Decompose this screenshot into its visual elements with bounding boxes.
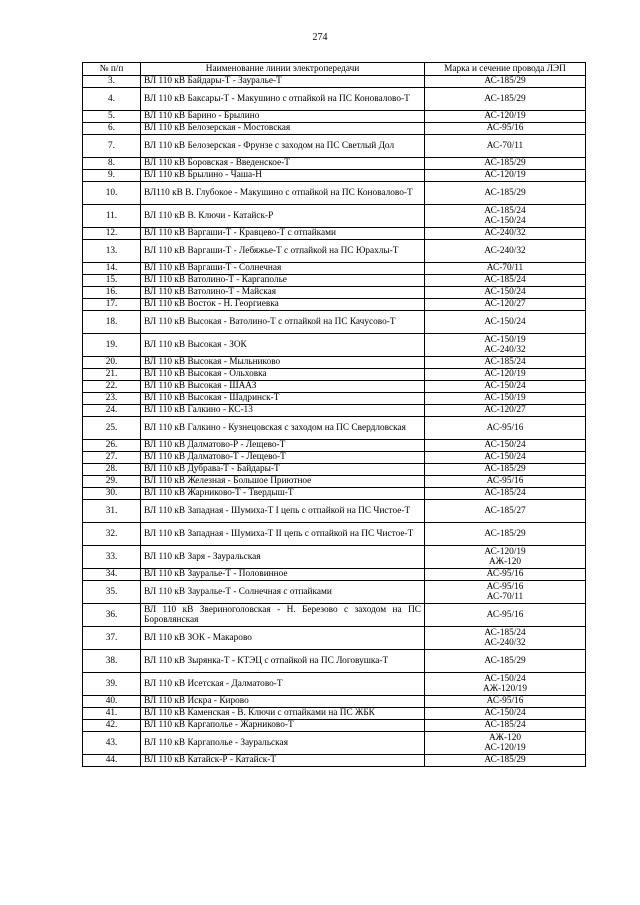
row-number: 10. — [83, 182, 141, 205]
table-row — [83, 381, 586, 393]
wire-grade-cell — [425, 369, 586, 381]
wire-grade-cell — [425, 381, 586, 393]
line-name: ВЛ 110 кВ Брылино - Чаша-Н — [141, 170, 425, 182]
wire-grade: АС-185/29 — [484, 528, 526, 539]
row-number: 30. — [83, 488, 141, 500]
wire-grade: АС-120/19 — [484, 170, 526, 181]
table-header-row — [83, 63, 586, 76]
row-number: 33. — [83, 546, 141, 569]
wire-grade: АС-185/29 — [484, 464, 526, 475]
wire-grade: АС-185/29 — [484, 76, 526, 87]
line-name: ВЛ 110 кВ Железная - Большое Приютное — [141, 476, 425, 488]
row-number: 42. — [83, 720, 141, 732]
table-row — [83, 452, 586, 464]
line-name: ВЛ 110 кВ Высокая - Шадринск-Т — [141, 393, 425, 405]
row-number: 3. — [83, 76, 141, 88]
wire-grade: АС-240/32 — [484, 638, 526, 648]
line-name: ВЛ 110 кВ Заря - Зауральская — [141, 546, 425, 569]
line-name: ВЛ 110 кВ Зырянка-Т - КТЭЦ с отпайкой на ПС Логовушка-Т — [141, 650, 425, 673]
wire-grade: АС-185/24 — [484, 205, 526, 216]
wire-grade-cell — [425, 755, 586, 767]
line-name: ВЛ 110 кВ Белозерская - Фрунзе с заходом на ПС Светлый Дол — [141, 135, 425, 158]
line-name: ВЛ 110 кВ Высокая - ШААЗ — [141, 381, 425, 393]
row-number: 14. — [83, 263, 141, 275]
table-row — [83, 523, 586, 546]
wire-grade: АС-240/32 — [484, 245, 526, 256]
table-row — [83, 755, 586, 767]
row-number: 6. — [83, 123, 141, 135]
table-row — [83, 417, 586, 440]
wire-grade: АС-95/16 — [486, 123, 524, 134]
wire-grade: АС-185/29 — [484, 755, 526, 766]
row-number: 7. — [83, 135, 141, 158]
wire-grade: АС-185/29 — [484, 93, 526, 104]
row-number: 31. — [83, 500, 141, 523]
wire-grade: АЖ-120/19 — [483, 684, 527, 694]
wire-grade-cell — [425, 500, 586, 523]
table-row — [83, 569, 586, 581]
wire-grade: АС-185/29 — [484, 655, 526, 666]
wire-grade-cell — [425, 263, 586, 275]
row-number: 41. — [83, 708, 141, 720]
wire-grade-cell — [425, 287, 586, 299]
table-row — [83, 263, 586, 275]
table-row — [83, 205, 586, 228]
wire-grade: АС-240/32 — [484, 228, 526, 239]
row-number: 19. — [83, 334, 141, 357]
wire-grade-cell — [425, 696, 586, 708]
row-number: 16. — [83, 287, 141, 299]
wire-grade: АС-185/27 — [484, 505, 526, 516]
wire-grade-cell — [425, 299, 586, 311]
table-row — [83, 135, 586, 158]
line-name: ВЛ 110 кВ Высокая - ЗОК — [141, 334, 425, 357]
wire-grade-cell — [425, 275, 586, 287]
line-name: ВЛ 110 кВ Жарниково-Т - Твердыш-Т — [141, 488, 425, 500]
row-number: 25. — [83, 417, 141, 440]
line-name: ВЛ 110 кВ Исетская - Далматово-Т — [141, 673, 425, 696]
table-row — [83, 627, 586, 650]
wire-grade: АС-70/11 — [486, 592, 524, 602]
wire-grade-cell — [425, 123, 586, 135]
page-number: 274 — [312, 32, 328, 43]
wire-grade: АС-120/19 — [484, 369, 526, 380]
wire-grade-cell — [425, 182, 586, 205]
line-name: ВЛ 110 кВ Варгаши-Т - Лебяжье-Т с отпайкой на ПС Юрахлы-Т — [141, 240, 425, 263]
wire-grade: АС-150/19 — [484, 334, 526, 345]
table-row — [83, 488, 586, 500]
row-number: 29. — [83, 476, 141, 488]
line-name: ВЛ 110 кВ В. Ключи - Катайск-Р — [141, 205, 425, 228]
line-name: ВЛ 110 кВ Боровская - Введенское-Т — [141, 158, 425, 170]
wire-grade-cell — [425, 604, 586, 627]
line-name: ВЛ 110 кВ Байдары-Т - Зауралье-Т — [141, 76, 425, 88]
row-number: 44. — [83, 755, 141, 767]
wire-grade-cell — [425, 393, 586, 405]
row-number: 13. — [83, 240, 141, 263]
wire-grade: АС-150/24 — [484, 316, 526, 327]
wire-grade-cell — [425, 76, 586, 88]
wire-grade-cell — [425, 581, 586, 604]
row-number: 37. — [83, 627, 141, 650]
table-row — [83, 240, 586, 263]
table-row — [83, 604, 586, 627]
table-row — [83, 357, 586, 369]
header-line-name: Наименование линии электропередачи — [141, 63, 425, 76]
row-number: 4. — [83, 88, 141, 111]
wire-grade: АС-150/24 — [484, 216, 526, 226]
wire-grade-cell — [425, 569, 586, 581]
table-row — [83, 650, 586, 673]
table-row — [83, 720, 586, 732]
table-row — [83, 275, 586, 287]
wire-grade-cell — [425, 158, 586, 170]
wire-grade-cell — [425, 205, 586, 228]
table-row — [83, 581, 586, 604]
row-number: 17. — [83, 299, 141, 311]
table-row — [83, 334, 586, 357]
line-name: ВЛ 110 кВ Галкино - КС-13 — [141, 405, 425, 417]
row-number: 5. — [83, 111, 141, 123]
table-row — [83, 500, 586, 523]
wire-grade: АС-150/19 — [484, 393, 526, 404]
line-name: ВЛ 110 кВ Западная - Шумиха-Т II цепь с отпайкой на ПС Чистое-Т — [141, 523, 425, 546]
wire-grade: АС-95/16 — [486, 569, 524, 580]
wire-grade-cell — [425, 523, 586, 546]
line-name: ВЛ 110 кВ Баксары-Т - Макушино с отпайкой на ПС Коновалово-Т — [141, 88, 425, 111]
line-name: ВЛ 110 кВ Западная - Шумиха-Т I цепь с отпайкой на ПС Чистое-Т — [141, 500, 425, 523]
wire-grade: АС-185/29 — [484, 158, 526, 169]
line-name: ВЛ 110 кВ Галкино - Кузнецовская с заходом на ПС Свердловская — [141, 417, 425, 440]
row-number: 26. — [83, 440, 141, 452]
header-number: № п/п — [83, 63, 141, 76]
wire-grade: АС-150/24 — [484, 381, 526, 392]
wire-grade-cell — [425, 488, 586, 500]
line-name: ВЛ 110 кВ Высокая - Ватолино-Т с отпайкой на ПС Качусово-Т — [141, 311, 425, 334]
wire-grade: АС-150/24 — [484, 452, 526, 463]
table-row — [83, 708, 586, 720]
row-number: 22. — [83, 381, 141, 393]
wire-grade-cell — [425, 334, 586, 357]
wire-grade: АС-185/24 — [484, 720, 526, 731]
line-name: ВЛ 110 кВ Белозерская - Мостовская — [141, 123, 425, 135]
wire-grade-cell — [425, 650, 586, 673]
line-name: ВЛ 110 кВ Далматово-Т - Лещево-Т — [141, 452, 425, 464]
row-number: 8. — [83, 158, 141, 170]
wire-grade-cell — [425, 546, 586, 569]
row-number: 43. — [83, 732, 141, 755]
wire-grade-cell — [425, 228, 586, 240]
wire-grade-cell — [425, 170, 586, 182]
wire-grade: АС-240/32 — [484, 345, 526, 355]
wire-grade-cell — [425, 720, 586, 732]
row-number: 36. — [83, 604, 141, 627]
table-row — [83, 440, 586, 452]
power-lines-table — [82, 62, 586, 767]
line-name: ВЛ 110 кВ Каменская - В. Ключи с отпайками на ПС ЖБК — [141, 708, 425, 720]
row-number: 39. — [83, 673, 141, 696]
line-name: ВЛ110 кВ В. Глубокое - Макушино с отпайкой на ПС Коновалово-Т — [141, 182, 425, 205]
row-number: 27. — [83, 452, 141, 464]
row-number: 15. — [83, 275, 141, 287]
wire-grade-cell — [425, 417, 586, 440]
row-number: 32. — [83, 523, 141, 546]
wire-grade-cell — [425, 708, 586, 720]
table-row — [83, 369, 586, 381]
wire-grade: АС-185/24 — [484, 275, 526, 286]
wire-grade-cell — [425, 673, 586, 696]
wire-grade-cell — [425, 111, 586, 123]
line-name: ВЛ 110 кВ Высокая - Ольховка — [141, 369, 425, 381]
table-row — [83, 228, 586, 240]
wire-grade-cell — [425, 440, 586, 452]
wire-grade: АС-150/24 — [484, 287, 526, 298]
wire-grade: АС-120/27 — [484, 405, 526, 416]
line-name: ВЛ 110 кВ ЗОК - Макарово — [141, 627, 425, 650]
table-row — [83, 464, 586, 476]
line-name: ВЛ 110 кВ Высокая - Мыльниково — [141, 357, 425, 369]
row-number: 24. — [83, 405, 141, 417]
table-row — [83, 287, 586, 299]
table-row — [83, 76, 586, 88]
row-number: 18. — [83, 311, 141, 334]
wire-grade: АС-185/24 — [484, 357, 526, 368]
table-row — [83, 111, 586, 123]
row-number: 20. — [83, 357, 141, 369]
header-wire-grade: Марка и сечение провода ЛЭП — [425, 63, 586, 76]
row-number: 38. — [83, 650, 141, 673]
row-number: 12. — [83, 228, 141, 240]
table-row — [83, 476, 586, 488]
wire-grade: АС-95/16 — [486, 696, 524, 707]
table-row — [83, 732, 586, 755]
row-number: 28. — [83, 464, 141, 476]
wire-grade: АС-70/11 — [486, 140, 524, 151]
line-name: ВЛ 110 кВ Искра - Кирово — [141, 696, 425, 708]
wire-grade-cell — [425, 357, 586, 369]
wire-grade: АС-95/16 — [486, 581, 524, 592]
wire-grade: АЖ-120 — [488, 557, 522, 567]
table-row — [83, 393, 586, 405]
line-name: ВЛ 110 кВ Каргаполье - Зауральская — [141, 732, 425, 755]
wire-grade-cell — [425, 732, 586, 755]
wire-grade: АС-150/24 — [484, 673, 526, 684]
wire-grade: АС-150/24 — [484, 708, 526, 719]
table-row — [83, 123, 586, 135]
wire-grade: АС-70/11 — [486, 263, 524, 274]
wire-grade-cell — [425, 135, 586, 158]
wire-grade-cell — [425, 627, 586, 650]
row-number: 11. — [83, 205, 141, 228]
wire-grade: АС-120/27 — [484, 299, 526, 310]
row-number: 40. — [83, 696, 141, 708]
wire-grade-cell — [425, 464, 586, 476]
row-number: 9. — [83, 170, 141, 182]
wire-grade-cell — [425, 452, 586, 464]
wire-grade: АС-95/16 — [486, 476, 524, 487]
line-name: ВЛ 110 кВ Барино - Брылино — [141, 111, 425, 123]
line-name: ВЛ 110 кВ Ватолино-Т - Майская — [141, 287, 425, 299]
wire-grade: АС-95/16 — [486, 422, 524, 433]
table-row — [83, 299, 586, 311]
table-row — [83, 405, 586, 417]
line-name: ВЛ 110 кВ Катайск-Р - Катайск-Т — [141, 755, 425, 767]
line-name: ВЛ 110 кВ Дубрава-Т - Байдары-Т — [141, 464, 425, 476]
wire-grade-cell — [425, 88, 586, 111]
table-row — [83, 88, 586, 111]
wire-grade: АС-120/19 — [484, 546, 526, 557]
wire-grade: АС-120/19 — [484, 111, 526, 122]
wire-grade: АС-120/19 — [484, 743, 526, 753]
table-row — [83, 696, 586, 708]
wire-grade: АС-185/29 — [484, 187, 526, 198]
row-number: 34. — [83, 569, 141, 581]
row-number: 35. — [83, 581, 141, 604]
table-row — [83, 170, 586, 182]
line-name: ВЛ 110 кВ Зауралье-Т - Солнечная с отпайками — [141, 581, 425, 604]
line-name: ВЛ 110 кВ Варгаши-Т - Кравцево-Т с отпайками — [141, 228, 425, 240]
wire-grade: АЖ-120 — [488, 732, 522, 743]
table-row — [83, 546, 586, 569]
wire-grade-cell — [425, 240, 586, 263]
wire-grade-cell — [425, 311, 586, 334]
line-name: ВЛ 110 кВ Звериноголовская - Н. Березово с заходом на ПС Боровлянская — [141, 604, 425, 627]
line-name: ВЛ 110 кВ Далматово-Р - Лещево-Т — [141, 440, 425, 452]
line-name: ВЛ 110 кВ Ватолино-Т - Каргаполье — [141, 275, 425, 287]
line-name: ВЛ 110 кВ Зауралье-Т - Половинное — [141, 569, 425, 581]
line-name: ВЛ 110 кВ Каргаполье - Жарниково-Т — [141, 720, 425, 732]
table-row — [83, 158, 586, 170]
table-body — [83, 76, 586, 767]
wire-grade-cell — [425, 405, 586, 417]
line-name: ВЛ 110 кВ Варгаши-Т - Солнечная — [141, 263, 425, 275]
wire-grade: АС-95/16 — [486, 609, 524, 620]
wire-grade: АС-185/24 — [484, 488, 526, 499]
table-row — [83, 673, 586, 696]
wire-grade-cell — [425, 476, 586, 488]
row-number: 21. — [83, 369, 141, 381]
table-row — [83, 182, 586, 205]
table-row — [83, 311, 586, 334]
row-number: 23. — [83, 393, 141, 405]
line-name: ВЛ 110 кВ Восток - Н. Георгиевка — [141, 299, 425, 311]
wire-grade: АС-150/24 — [484, 440, 526, 451]
wire-grade: АС-185/24 — [484, 627, 526, 638]
